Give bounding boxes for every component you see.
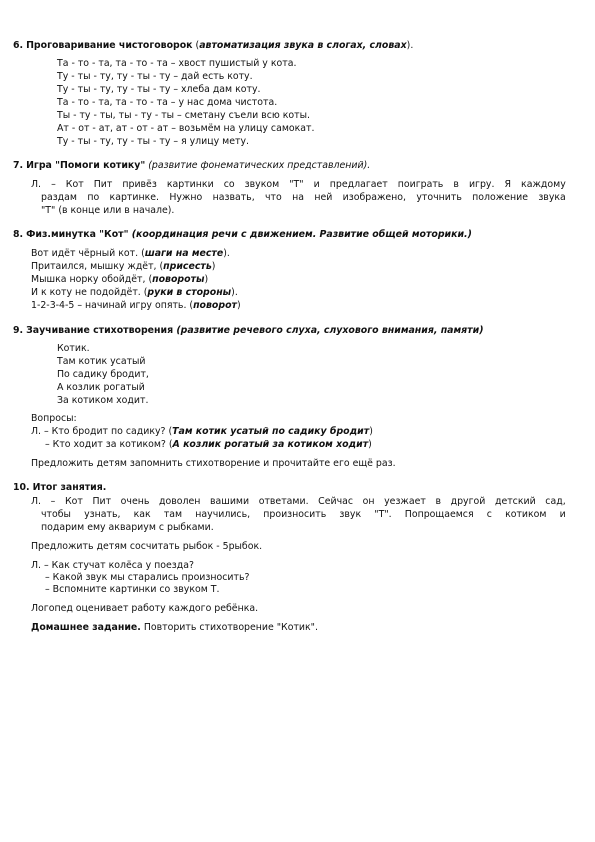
homework-text: Повторить стихотворение "Котик". [140, 622, 318, 633]
paren-close: ). [406, 40, 414, 51]
paren-close: ) [204, 274, 209, 285]
section-number: 9. [13, 325, 24, 336]
final-question-line: – Какой звук мы старались произносить? [45, 572, 250, 583]
section-9-heading [13, 325, 483, 337]
movement-note: поворот [193, 300, 237, 311]
paren-open: ( [192, 40, 200, 51]
section-title: Проговаривание чистоговорок [26, 40, 193, 51]
final-question-line: Л. – Как стучат колёса у поезда? [31, 560, 194, 571]
movement-note: руки в стороны [147, 287, 232, 298]
movement-note: присесть [163, 261, 212, 272]
paren-close: ) [211, 261, 216, 272]
section-10-paragraph-line: чтобы узнать, как там научились, произносить звук "Т". Попрощаемся с котиком и [41, 509, 566, 520]
rhyme-line [31, 287, 238, 299]
question-text: – Кто ходит за котиком? ( [45, 439, 173, 450]
section-subtitle: (развитие фонематических представлений). [145, 160, 371, 171]
movement-note: повороты [152, 274, 205, 285]
tongue-twister-line: Ту - ты - ту, ту - ты - ту – я улицу мету. [57, 136, 249, 147]
question-text: Л. – Кто бродит по садику? ( [31, 426, 173, 437]
section-10-paragraph-line: Л. – Кот Пит очень доволен вашими ответами. Сейчас он уезжает в другой детский сад, [31, 496, 566, 507]
section-7-paragraph-line: раздам по картинке. Нужно назвать, что на ней изображено, уточнить положение звука [41, 192, 566, 203]
section-number: 10. [13, 482, 30, 493]
tongue-twister-line: Та - то - та, та - то - та – хвост пушистый у кота. [57, 58, 297, 69]
rhyme-text: Вот идёт чёрный кот. ( [31, 248, 145, 259]
section-10-paragraph-line: подарим ему аквариум с рыбками. [41, 522, 214, 533]
poem-line: Котик. [57, 343, 90, 354]
section-10-heading [13, 482, 106, 494]
poem-line: А козлик рогатый [57, 382, 145, 393]
section-number: 7. [13, 160, 24, 171]
evaluation-line: Логопед оценивает работу каждого ребёнка. [31, 603, 259, 614]
tongue-twister-line: Та - то - та, та - то - та – у нас дома чистота. [57, 97, 278, 108]
count-fish-line: Предложить детям сосчитать рыбок - 5рыбок. [31, 541, 263, 552]
rhyme-text: Притаился, мышку ждёт, ( [31, 261, 164, 272]
section-subtitle: автоматизация звука в слогах, словах [199, 40, 407, 51]
paren-close: ). [231, 287, 238, 298]
rhyme-text: 1-2-3-4-5 – начинай игру опять. ( [31, 300, 194, 311]
question-line [31, 426, 373, 438]
poem-line: Там котик усатый [57, 356, 146, 367]
question-line [45, 439, 372, 451]
rhyme-text: И к коту не подойдёт. ( [31, 287, 148, 298]
instruction-line: Предложить детям запомнить стихотворение и прочитайте его ещё раз. [31, 458, 396, 469]
question-answer: Там котик усатый по садику бродит [172, 426, 370, 437]
rhyme-line [31, 300, 241, 312]
rhyme-line [31, 248, 230, 260]
paren-close: ) [236, 300, 241, 311]
final-question-line: – Вспомните картинки со звуком Т. [45, 584, 220, 595]
homework-line [31, 622, 318, 634]
section-number: 8. [13, 229, 24, 240]
movement-note: шаги на месте [144, 248, 224, 259]
paren-close: ) [369, 426, 373, 437]
section-7-paragraph-line: Л. – Кот Пит привёз картинки со звуком "Т" и предлагает поиграть в игру. Я каждому [31, 179, 566, 190]
section-subtitle: (координация речи с движением. Развитие общей моторики.) [128, 229, 472, 240]
questions-label: Вопросы: [31, 413, 77, 424]
section-number: 6. [13, 40, 24, 51]
section-8-heading [13, 229, 472, 241]
question-answer: А козлик рогатый за котиком ходит [172, 439, 369, 450]
section-subtitle: (развитие речевого слуха, слухового внимания, памяти) [173, 325, 484, 336]
section-title: Физ.минутка "Кот" [26, 229, 129, 240]
section-title: Заучивание стихотворения [26, 325, 174, 336]
rhyme-text: Мышка норку обойдёт, ( [31, 274, 153, 285]
section-6-heading [13, 40, 413, 52]
tongue-twister-line: Ту - ты - ту, ту - ты - ту – дай есть коту. [57, 71, 253, 82]
tongue-twister-line: Ат - от - ат, ат - от - ат – возьмём на улицу самокат. [57, 123, 315, 134]
rhyme-line [31, 261, 215, 273]
section-title: Итог занятия. [32, 482, 107, 493]
homework-label: Домашнее задание. [31, 622, 141, 633]
section-7-heading [13, 160, 370, 172]
section-title: Игра "Помоги котику" [26, 160, 146, 171]
section-7-paragraph-line: "Т" (в конце или в начале). [41, 205, 175, 216]
poem-line: За котиком ходит. [57, 395, 149, 406]
tongue-twister-line: Ту - ты - ту, ту - ты - ту – хлеба дам коту. [57, 84, 261, 95]
paren-close: ) [368, 439, 372, 450]
rhyme-line [31, 274, 208, 286]
paren-close: ). [223, 248, 230, 259]
tongue-twister-line: Ты - ту - ты, ты - ту - ты – сметану съели всю коты. [57, 110, 310, 121]
poem-line: По садику бродит, [57, 369, 149, 380]
